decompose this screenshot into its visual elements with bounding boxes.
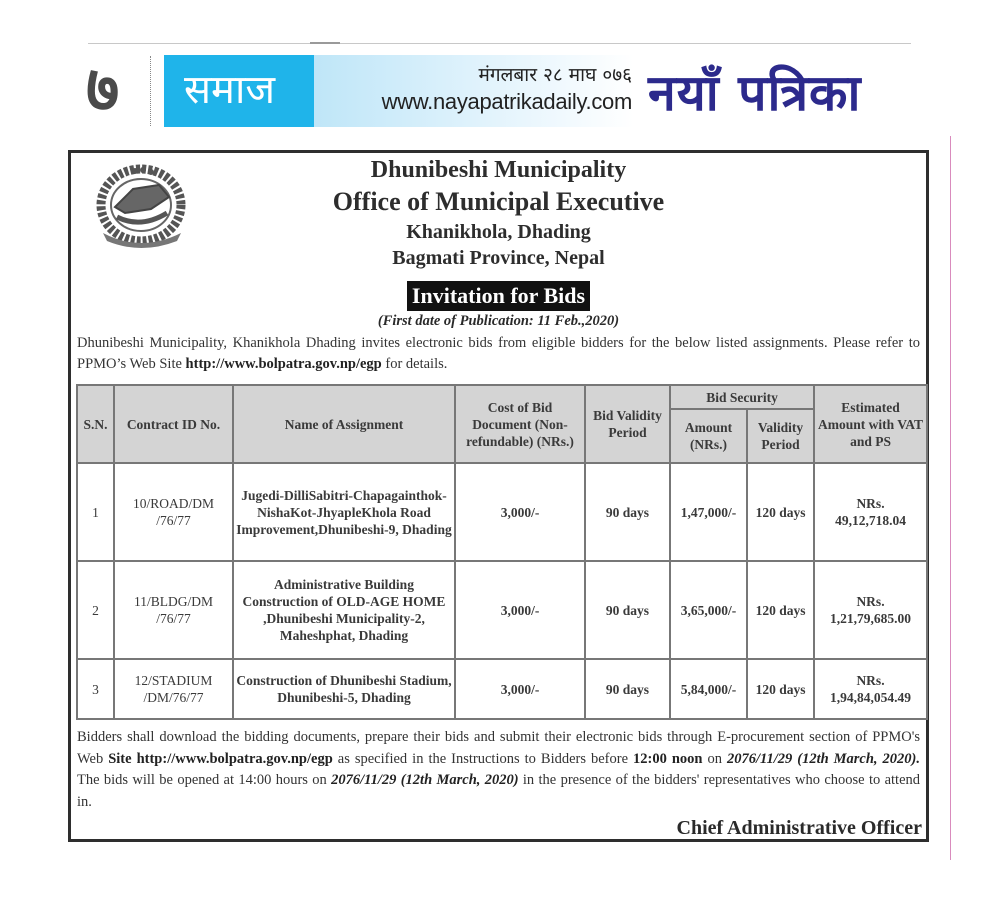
estimated-value: 1,94,84,054.49 bbox=[830, 690, 912, 705]
estimated-label: NRs. bbox=[856, 496, 885, 511]
org-name: Dhunibeshi Municipality bbox=[370, 157, 627, 183]
table-row bbox=[77, 561, 927, 659]
instructions-paragraph bbox=[77, 727, 920, 813]
site-label: Site bbox=[108, 750, 132, 767]
outro-text: in the presence of the bidders' representatives who choose to attend in. bbox=[77, 772, 921, 810]
section-band bbox=[164, 55, 644, 127]
cell-sn: 1 bbox=[77, 463, 114, 561]
header-estimated: Estimated Amount with VAT and PS bbox=[814, 385, 927, 463]
dotted-separator bbox=[150, 56, 151, 126]
cell-bid-validity: 90 days bbox=[585, 659, 670, 719]
top-rule bbox=[88, 43, 911, 44]
estimated-value: 49,12,718.04 bbox=[835, 513, 906, 528]
table-row bbox=[77, 659, 927, 719]
estimated-value: 1,21,79,685.00 bbox=[830, 611, 912, 626]
bids-table bbox=[76, 384, 928, 720]
deadline-date: 2076/11/29 (12th March, 2020). bbox=[726, 750, 921, 767]
section-label: समाज bbox=[184, 67, 275, 113]
notice-title: Invitation for Bids bbox=[407, 281, 590, 311]
cell-security-validity: 120 days bbox=[747, 463, 814, 561]
cell-estimated bbox=[814, 463, 927, 561]
outro-text: Bidders shall download the bidding documents, prepare their bids and submit their electronic bids through E-procurement section of PPMO's Web bbox=[77, 729, 920, 767]
header-bid-security: Bid Security bbox=[670, 385, 814, 409]
website-url[interactable]: www.nayapatrikadaily.com bbox=[381, 89, 632, 114]
opening-date: 2076/11/29 (12th March, 2020) bbox=[331, 772, 519, 788]
newspaper-masthead: नयाँ पत्रिका bbox=[648, 64, 862, 122]
cell-cost: 3,000/- bbox=[455, 659, 585, 719]
cell-cost: 3,000/- bbox=[455, 463, 585, 561]
outro-text: as specified in the Instructions to Bidders before bbox=[332, 750, 634, 767]
cell-assignment: Jugedi-DilliSabitri-Chapagainthok- NishaKot-JhyapleKhola Road Improvement,Dhunibeshi-9, Dhading bbox=[233, 463, 455, 561]
header-bid-validity: Bid Validity Period bbox=[585, 385, 670, 463]
bid-notice bbox=[68, 150, 929, 842]
header-security-validity: Validity Period bbox=[747, 409, 814, 463]
intro-text: Dhunibeshi Municipality, Khanikhola Dhading invites electronic bids from eligible bidders for the below listed assignments. Please refer to PPMO’s Web Site bbox=[77, 335, 920, 372]
cell-estimated bbox=[814, 659, 927, 719]
cell-bid-validity: 90 days bbox=[585, 561, 670, 659]
header-cost: Cost of Bid Document (Non-refundable) (NRs.) bbox=[455, 385, 585, 463]
intro-paragraph bbox=[77, 333, 920, 375]
intro-text-end: for details. bbox=[381, 356, 448, 372]
province: Bagmati Province, Nepal bbox=[392, 247, 605, 269]
header-sn: S.N. bbox=[77, 385, 114, 463]
header-contract-id: Contract ID No. bbox=[114, 385, 233, 463]
estimated-label: NRs. bbox=[856, 673, 885, 688]
table-header-row bbox=[77, 385, 927, 409]
page-margin-line bbox=[950, 136, 951, 860]
cell-bid-validity: 90 days bbox=[585, 463, 670, 561]
cell-amount: 1,47,000/- bbox=[670, 463, 747, 561]
office-name: Office of Municipal Executive bbox=[332, 187, 665, 216]
outro-text: on bbox=[702, 750, 727, 767]
cell-assignment: Construction of Dhunibeshi Stadium, Dhunibeshi-5, Dhading bbox=[233, 659, 455, 719]
publication-date: (First date of Publication: 11 Feb.,2020) bbox=[377, 313, 620, 329]
cell-assignment: Administrative Building Construction of OLD-AGE HOME ,Dhunibeshi Municipality-2, Maheshphat, Dhading bbox=[233, 561, 455, 659]
header-assignment: Name of Assignment bbox=[233, 385, 455, 463]
office-location: Khanikhola, Dhading bbox=[406, 221, 591, 243]
cell-amount: 5,84,000/- bbox=[670, 659, 747, 719]
cell-sn: 2 bbox=[77, 561, 114, 659]
cell-amount: 3,65,000/- bbox=[670, 561, 747, 659]
table-row bbox=[77, 463, 927, 561]
cell-contract-id: 12/STADIUM /DM/76/77 bbox=[114, 659, 233, 719]
outro-text: The bids will be opened at 14:00 hours on bbox=[77, 772, 332, 788]
issue-date: मंगलबार २८ माघ ०७६ bbox=[478, 64, 632, 86]
cell-security-validity: 120 days bbox=[747, 561, 814, 659]
top-rule-accent bbox=[310, 42, 340, 44]
cell-contract-id: 10/ROAD/DM /76/77 bbox=[114, 463, 233, 561]
cell-sn: 3 bbox=[77, 659, 114, 719]
estimated-label: NRs. bbox=[856, 594, 885, 609]
cell-cost: 3,000/- bbox=[455, 561, 585, 659]
cell-contract-id: 11/BLDG/DM /76/77 bbox=[114, 561, 233, 659]
signatory: Chief Administrative Officer bbox=[676, 817, 922, 839]
cell-estimated bbox=[814, 561, 927, 659]
ppmo-link-2[interactable]: http://www.bolpatra.gov.np/egp bbox=[136, 750, 333, 767]
page-number: ७ bbox=[86, 53, 120, 127]
deadline-time: 12:00 noon bbox=[633, 750, 703, 767]
ppmo-link[interactable]: http://www.bolpatra.gov.np/egp bbox=[185, 356, 382, 372]
cell-security-validity: 120 days bbox=[747, 659, 814, 719]
header-amount: Amount (NRs.) bbox=[670, 409, 747, 463]
